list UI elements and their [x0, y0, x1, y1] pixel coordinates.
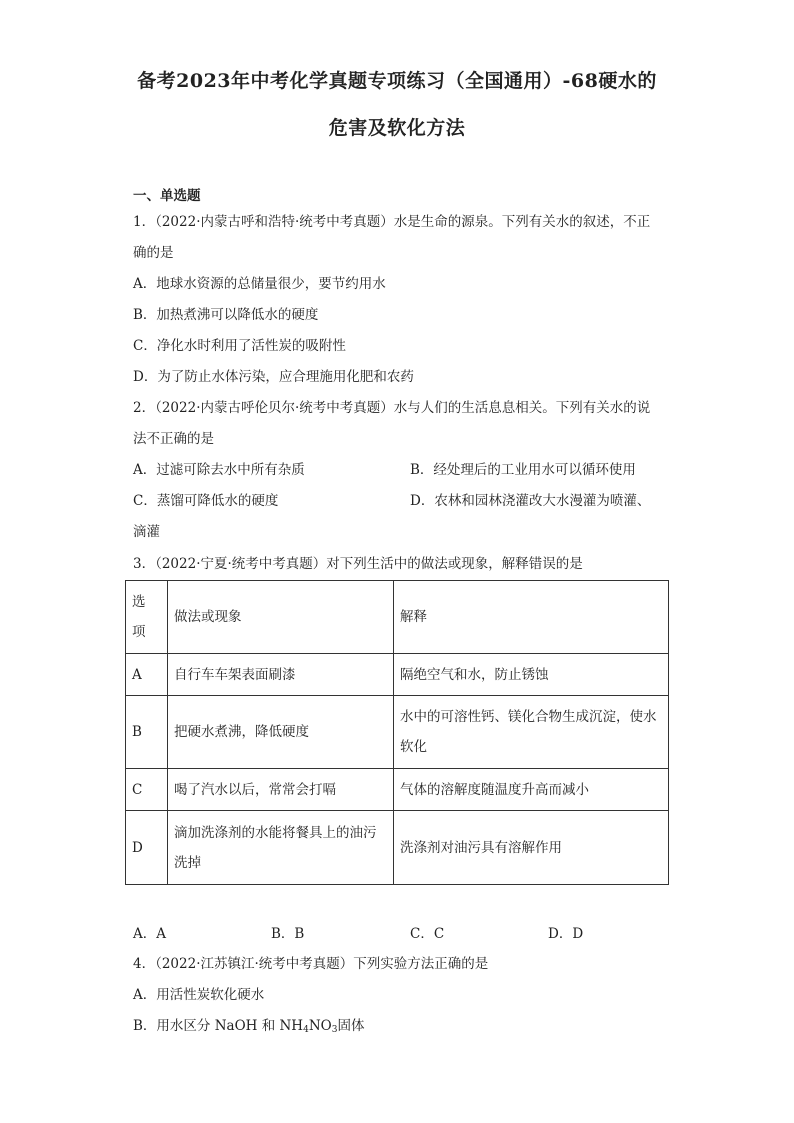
q2-option-d-line1: D．农林和园林浇灌改大水漫灌为喷灌、: [410, 493, 651, 509]
q4-stem: 4．（2022·江苏镇江·统考中考真题）下列实验方法正确的是: [133, 956, 489, 972]
header-explain: 解释: [394, 581, 669, 654]
row-explain: 隔绝空气和水，防止锈蚀: [394, 654, 669, 696]
row-option: A: [126, 654, 168, 696]
q2-stem-line1: 2．（2022·内蒙古呼伦贝尔·统考中考真题）水与人们的生活息息相关。下列有关水的说: [133, 400, 651, 416]
table-row: [126, 769, 669, 811]
q3-answer-c: C．C: [410, 926, 445, 942]
q3-answer-b: B．B: [271, 926, 305, 942]
table-row: [126, 696, 669, 769]
q2-option-c: C．蒸馏可降低水的硬度: [133, 493, 279, 509]
row-explain-line2: 软化: [400, 739, 427, 755]
q4-subscript-4: 4: [303, 1025, 309, 1035]
q1-option-c: C．净化水时利用了活性炭的吸附性: [133, 338, 346, 354]
q4-option-b-no: NO: [308, 1018, 332, 1034]
row-explain: 气体的溶解度随温度升高而减小: [394, 769, 669, 811]
row-option: D: [126, 811, 168, 885]
document-title-line2: 危害及软化方法: [328, 117, 466, 139]
document-title-line1: 备考2023年中考化学真题专项练习（全国通用）-68硬水的: [137, 70, 657, 92]
row-practice-line2: 洗掉: [174, 854, 201, 871]
header-option: [126, 581, 168, 654]
q2-stem-line2: 法不正确的是: [133, 431, 214, 447]
row-explain: [394, 696, 669, 769]
header-practice: 做法或现象: [168, 581, 394, 654]
q2-option-a: A．过滤可除去水中所有杂质: [133, 462, 305, 478]
row-option: B: [126, 696, 168, 769]
row-practice: 把硬水煮沸，降低硬度: [168, 696, 394, 769]
q1-option-a: A．地球水资源的总储量很少，要节约用水: [133, 276, 386, 292]
table-header-row: [126, 581, 669, 654]
q3-table: [125, 580, 669, 885]
q3-answer-a: A．A: [133, 926, 166, 942]
q4-option-b-text: B．用水区分 NaOH 和 NH: [133, 1018, 304, 1034]
q1-stem-line1: 1．（2022·内蒙古呼和浩特·统考中考真题）水是生命的源泉。下列有关水的叙述，不正: [133, 214, 651, 230]
row-practice-line1: 滴加洗涤剂的水能将餐具上的油污: [174, 824, 377, 841]
q4-option-b-end: 固体: [337, 1018, 365, 1034]
row-explain: 洗涤剂对油污具有溶解作用: [394, 811, 669, 885]
q4-option-b: [133, 1016, 364, 1040]
q3-stem: 3．（2022·宁夏·统考中考真题）对下列生活中的做法或现象，解释错误的是: [133, 556, 583, 572]
table-row: [126, 811, 669, 885]
row-practice: 自行车车架表面刷漆: [168, 654, 394, 696]
q2-option-d-line2: 滴灌: [133, 524, 160, 540]
row-practice: 喝了汽水以后，常常会打嗝: [168, 769, 394, 811]
q2-option-b: B．经处理后的工业用水可以循环使用: [410, 462, 636, 478]
header-option-char2: 项: [132, 624, 146, 640]
row-option: C: [126, 769, 168, 811]
q4-option-a: A．用活性炭软化硬水: [133, 987, 265, 1003]
q1-option-b: B．加热煮沸可以降低水的硬度: [133, 307, 319, 323]
q4-subscript-3: 3: [331, 1025, 338, 1035]
section-heading: 一、单选题: [133, 188, 201, 204]
header-option-char1: 选: [132, 594, 146, 610]
table-row: [126, 654, 669, 696]
row-explain-line1: 水中的可溶性钙、镁化合物生成沉淀，使水: [400, 709, 657, 725]
q1-stem-line2: 确的是: [133, 245, 174, 261]
row-practice: [168, 811, 394, 885]
q3-answer-d: D．D: [548, 926, 584, 942]
q1-option-d: D．为了防止水体污染，应合理施用化肥和农药: [133, 369, 414, 385]
